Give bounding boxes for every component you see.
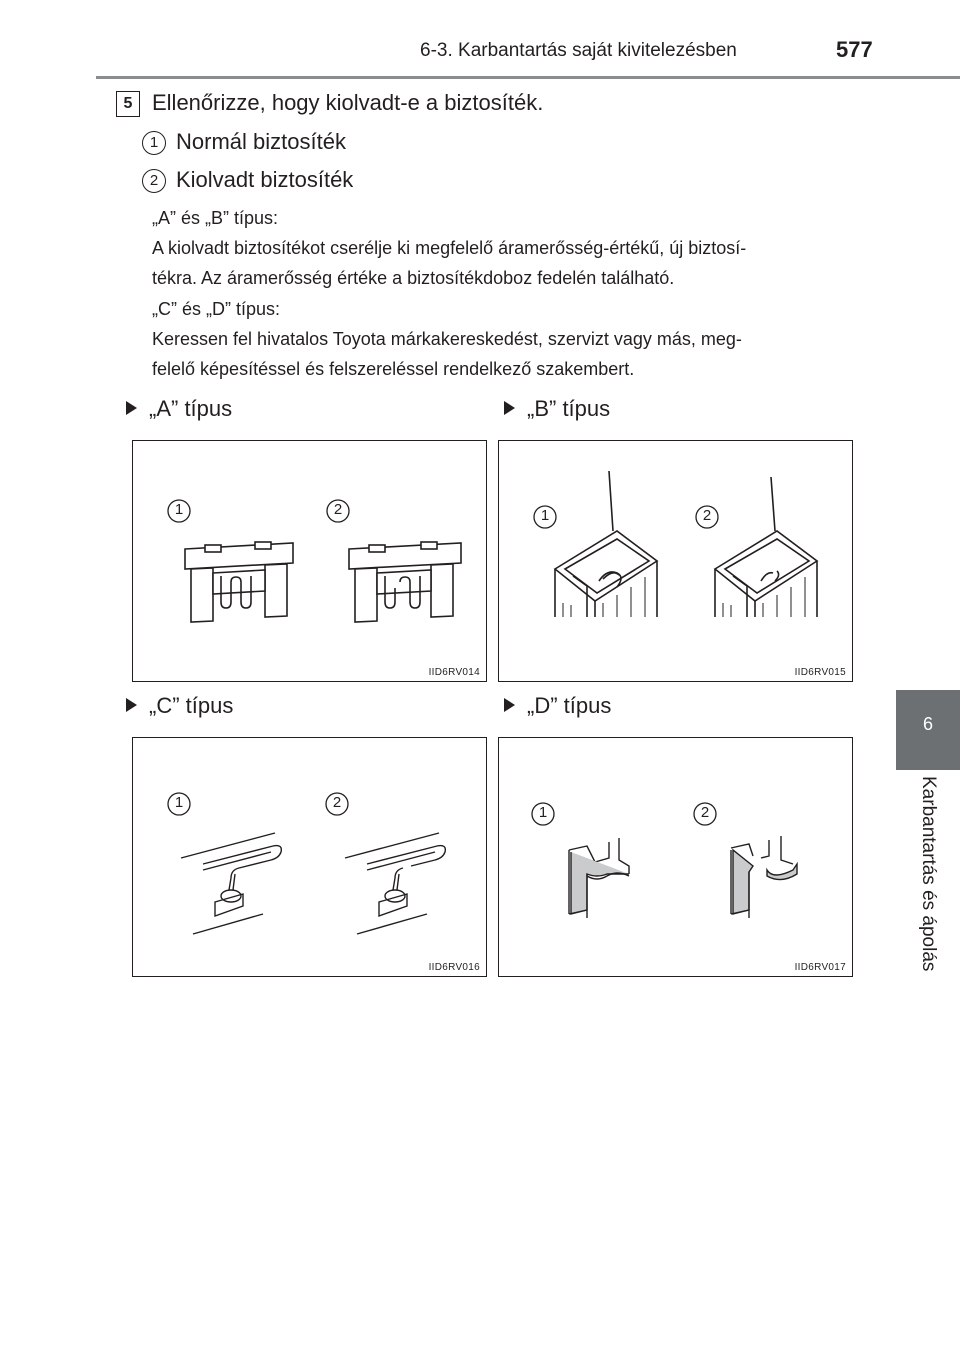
blown-blade-fuse-icon	[349, 542, 461, 622]
type-a-label	[126, 396, 232, 422]
item-1-circle: 1	[142, 131, 166, 155]
page-number: 577	[836, 37, 873, 62]
type-d-label	[504, 693, 611, 719]
triangle-bullet-icon	[126, 401, 137, 415]
note-cd-heading: „C” és „D” típus:	[152, 299, 281, 319]
figure-type-c	[132, 737, 487, 977]
note-cd-line-1: Keressen fel hivatalos Toyota márkakereskedést, szervizt vagy más, meg-	[152, 329, 742, 349]
blown-cartridge-fuse-icon	[715, 477, 817, 617]
figure-b-callout-1: 1	[540, 507, 550, 524]
normal-blade-fuse-icon	[185, 542, 293, 622]
figure-a-callout-1: 1	[174, 501, 184, 518]
normal-link-fuse-icon	[181, 833, 281, 934]
figure-c-callout-2: 2	[332, 794, 342, 811]
blown-link-fuse-icon	[345, 833, 445, 934]
figure-type-d	[498, 737, 853, 977]
step-instruction: Ellenőrizze, hogy kiolvadt-e a biztosíték.	[152, 90, 544, 115]
figure-d-callout-1: 1	[538, 804, 548, 821]
triangle-bullet-icon	[504, 698, 515, 712]
step-number-box: 5	[116, 91, 140, 117]
figure-d-callout-2: 2	[700, 804, 710, 821]
item-2-label: Kiolvadt biztosíték	[176, 167, 354, 192]
note-ab-line-2: tékra. Az áramerősség értéke a biztosítékdoboz fedelén található.	[152, 268, 675, 288]
note-ab-heading: „A” és „B” típus:	[152, 208, 279, 228]
triangle-bullet-icon	[504, 401, 515, 415]
normal-cartridge-fuse-icon	[555, 471, 657, 617]
item-1-label: Normál biztosíték	[176, 129, 346, 154]
figure-a-code: IID6RV014	[428, 667, 480, 678]
chapter-label: Karbantartás és ápolás	[918, 776, 939, 972]
type-d-fuse-illustration	[499, 738, 852, 976]
type-c-fuse-illustration	[133, 738, 486, 976]
type-b-text: „B” típus	[527, 396, 611, 421]
figure-b-code: IID6RV015	[794, 667, 846, 678]
blown-terminal-fuse-icon	[731, 836, 797, 918]
triangle-bullet-icon	[126, 698, 137, 712]
figure-b-callout-2: 2	[702, 507, 712, 524]
note-cd-line-2: felelő képesítéssel és felszereléssel rendelkező szakembert.	[152, 359, 635, 379]
running-header: 6-3. Karbantartás saját kivitelezésben	[420, 40, 737, 61]
figure-a-callout-2: 2	[333, 501, 343, 518]
figure-c-callout-1: 1	[174, 794, 184, 811]
figure-type-a	[132, 440, 487, 682]
type-c-text: „C” típus	[149, 693, 234, 718]
type-a-fuse-illustration	[133, 441, 486, 681]
chapter-tab	[896, 690, 960, 770]
type-a-text: „A” típus	[149, 396, 233, 421]
normal-terminal-fuse-icon	[569, 838, 629, 918]
chapter-number: 6	[922, 714, 933, 734]
type-b-fuse-illustration	[499, 441, 852, 681]
figure-d-code: IID6RV017	[794, 962, 846, 973]
header-rule	[96, 76, 960, 79]
type-b-label	[504, 396, 610, 422]
type-d-text: „D” típus	[527, 693, 612, 718]
chapter-label-wrap	[896, 770, 960, 1000]
note-ab-line-1: A kiolvadt biztosítékot cserélje ki megfelelő áramerősség-értékű, új biztosí-	[152, 238, 747, 258]
type-c-label	[126, 693, 233, 719]
item-2-circle: 2	[142, 169, 166, 193]
figure-type-b	[498, 440, 853, 682]
figure-c-code: IID6RV016	[428, 962, 480, 973]
